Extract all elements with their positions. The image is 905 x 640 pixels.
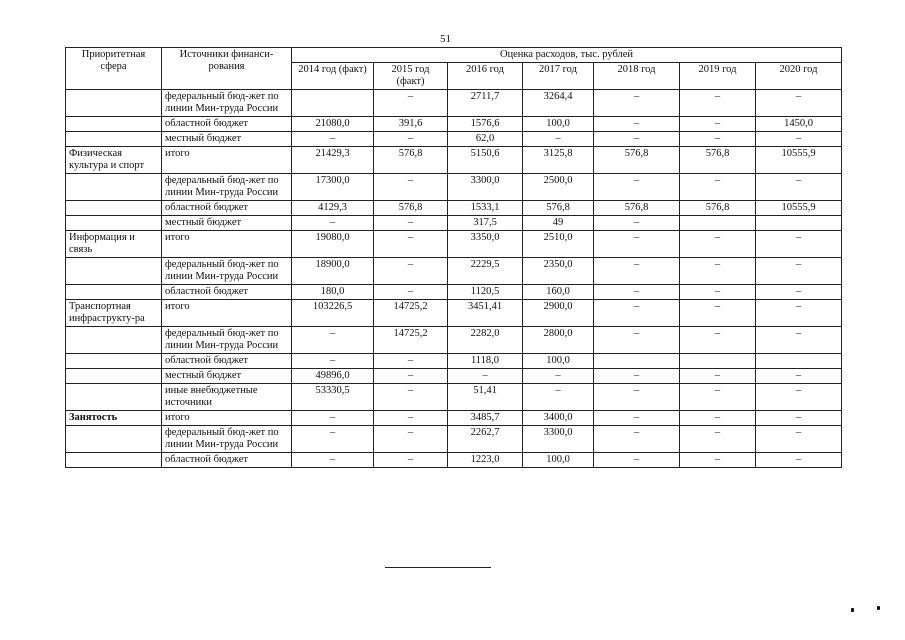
value-cell: – [680,300,756,327]
value-cell: 49 [523,216,594,231]
value-cell: – [756,258,842,285]
value-cell: – [756,327,842,354]
value-cell: 1120,5 [448,285,523,300]
sphere-cell: Занятость [66,411,162,426]
value-cell [756,216,842,231]
page-number: 51 [440,33,451,45]
value-cell: 2229,5 [448,258,523,285]
value-cell: 49896,0 [292,369,374,384]
sphere-cell [66,285,162,300]
value-cell [680,216,756,231]
value-cell: 100,0 [523,117,594,132]
header-year: 2020 год [756,63,842,90]
header-year: 2018 год [594,63,680,90]
value-cell: – [374,453,448,468]
value-cell: – [594,216,680,231]
value-cell: – [756,132,842,147]
table-row [66,411,842,426]
sphere-cell [66,327,162,354]
value-cell: 391,6 [374,117,448,132]
value-cell: – [680,285,756,300]
value-cell: – [756,90,842,117]
table-row [66,453,842,468]
scan-mark [877,606,880,610]
value-cell: – [374,174,448,201]
value-cell: – [680,258,756,285]
value-cell: – [523,384,594,411]
value-cell: – [594,174,680,201]
value-cell: – [523,369,594,384]
value-cell: – [680,384,756,411]
value-cell: – [756,174,842,201]
value-cell: 21080,0 [292,117,374,132]
value-cell: 3400,0 [523,411,594,426]
source-cell: иные внебюджетные источники [162,384,292,411]
value-cell: 2900,0 [523,300,594,327]
value-cell: – [594,384,680,411]
value-cell: – [594,285,680,300]
value-cell: – [594,327,680,354]
table-body [66,90,842,468]
sphere-cell [66,354,162,369]
value-cell: 3300,0 [523,426,594,453]
table-row [66,216,842,231]
source-cell: областной бюджет [162,201,292,216]
source-cell: итого [162,147,292,174]
value-cell: – [756,453,842,468]
value-cell: 576,8 [680,201,756,216]
value-cell: – [756,384,842,411]
table-row [66,354,842,369]
sphere-cell [66,426,162,453]
table-row [66,147,842,174]
value-cell: – [680,426,756,453]
footer-rule [385,567,491,568]
value-cell: – [594,300,680,327]
source-cell: местный бюджет [162,216,292,231]
value-cell: – [680,90,756,117]
value-cell: – [756,300,842,327]
value-cell: – [374,369,448,384]
value-cell: – [292,453,374,468]
table-row [66,201,842,216]
value-cell: 3451,41 [448,300,523,327]
value-cell: – [374,285,448,300]
expenses-table [65,47,842,468]
table-row [66,384,842,411]
sphere-cell: Физическая культура и спорт [66,147,162,174]
header-source: Источники финанси-рования [162,48,292,90]
table-row [66,426,842,453]
sphere-cell: Информация и связь [66,231,162,258]
value-cell: 1223,0 [448,453,523,468]
value-cell: 2282,0 [448,327,523,354]
value-cell: 53330,5 [292,384,374,411]
value-cell: – [292,132,374,147]
value-cell: – [292,354,374,369]
source-cell: местный бюджет [162,369,292,384]
header-year: 2015 год (факт) [374,63,448,90]
value-cell: 3485,7 [448,411,523,426]
value-cell: – [374,216,448,231]
table-row [66,132,842,147]
value-cell: 100,0 [523,354,594,369]
value-cell: – [594,426,680,453]
sphere-cell: Транспортная инфраструкту-ра [66,300,162,327]
source-cell: итого [162,411,292,426]
value-cell: 2510,0 [523,231,594,258]
value-cell: – [680,231,756,258]
value-cell: – [292,216,374,231]
table-row [66,369,842,384]
value-cell: 10555,9 [756,201,842,216]
table-row [66,174,842,201]
value-cell: – [680,453,756,468]
value-cell: 180,0 [292,285,374,300]
value-cell: 103226,5 [292,300,374,327]
value-cell: – [680,132,756,147]
table-row [66,327,842,354]
value-cell: 2262,7 [448,426,523,453]
value-cell: – [374,231,448,258]
value-cell: 2800,0 [523,327,594,354]
value-cell: – [756,369,842,384]
value-cell: 160,0 [523,285,594,300]
value-cell: 576,8 [680,147,756,174]
source-cell: федеральный бюд-жет по линии Мин-труда России [162,327,292,354]
source-cell: местный бюджет [162,132,292,147]
value-cell: 62,0 [448,132,523,147]
value-cell: 14725,2 [374,300,448,327]
value-cell [680,354,756,369]
header-year: 2017 год [523,63,594,90]
source-cell: итого [162,300,292,327]
value-cell: – [680,411,756,426]
source-cell: областной бюджет [162,354,292,369]
value-cell: 576,8 [594,147,680,174]
source-cell: федеральный бюд-жет по линии Мин-труда России [162,90,292,117]
value-cell: – [292,411,374,426]
value-cell: 3125,8 [523,147,594,174]
value-cell: – [680,117,756,132]
value-cell: – [756,231,842,258]
source-cell: итого [162,231,292,258]
value-cell: 4129,3 [292,201,374,216]
value-cell: – [374,258,448,285]
value-cell: 576,8 [374,147,448,174]
value-cell [594,354,680,369]
sphere-cell [66,201,162,216]
value-cell: 1118,0 [448,354,523,369]
value-cell: – [448,369,523,384]
value-cell: 3350,0 [448,231,523,258]
value-cell: 2500,0 [523,174,594,201]
sphere-cell [66,258,162,285]
table-row [66,117,842,132]
value-cell: – [594,453,680,468]
header-year: 2014 год (факт) [292,63,374,90]
source-cell: областной бюджет [162,285,292,300]
table-row [66,258,842,285]
sphere-cell [66,132,162,147]
value-cell: – [680,327,756,354]
value-cell: 14725,2 [374,327,448,354]
value-cell: – [594,369,680,384]
table-row [66,285,842,300]
table-row [66,90,842,117]
value-cell: – [523,132,594,147]
value-cell: 19080,0 [292,231,374,258]
value-cell: 17300,0 [292,174,374,201]
header-year: 2019 год [680,63,756,90]
sphere-cell [66,369,162,384]
value-cell: – [374,90,448,117]
source-cell: федеральный бюд-жет по линии Мин-труда России [162,426,292,453]
value-cell: – [680,174,756,201]
value-cell: 317,5 [448,216,523,231]
value-cell: 576,8 [594,201,680,216]
value-cell: – [594,132,680,147]
value-cell: – [292,327,374,354]
value-cell: – [374,411,448,426]
value-cell: 1450,0 [756,117,842,132]
value-cell: – [680,369,756,384]
header-sphere: Приоритетная сфера [66,48,162,90]
value-cell: – [594,90,680,117]
table-row [66,231,842,258]
value-cell: – [756,411,842,426]
value-cell: – [374,426,448,453]
value-cell: – [594,117,680,132]
sphere-cell [66,384,162,411]
source-cell: федеральный бюд-жет по линии Мин-труда России [162,258,292,285]
value-cell: 100,0 [523,453,594,468]
table-row [66,300,842,327]
value-cell: – [594,231,680,258]
value-cell: 1576,6 [448,117,523,132]
sphere-cell [66,117,162,132]
value-cell: 2350,0 [523,258,594,285]
value-cell [756,354,842,369]
value-cell: – [756,285,842,300]
value-cell: – [374,384,448,411]
value-cell: 3264,4 [523,90,594,117]
header-group: Оценка расходов, тыс. рублей [292,48,842,63]
value-cell: 10555,9 [756,147,842,174]
source-cell: областной бюджет [162,453,292,468]
value-cell [292,90,374,117]
sphere-cell [66,90,162,117]
value-cell: 576,8 [523,201,594,216]
sphere-cell [66,216,162,231]
source-cell: областной бюджет [162,117,292,132]
value-cell: 2711,7 [448,90,523,117]
header-year: 2016 год [448,63,523,90]
value-cell: 576,8 [374,201,448,216]
value-cell: 1533,1 [448,201,523,216]
value-cell: 21429,3 [292,147,374,174]
sphere-cell [66,174,162,201]
value-cell: 3300,0 [448,174,523,201]
value-cell: 18900,0 [292,258,374,285]
value-cell: – [594,411,680,426]
value-cell: – [374,132,448,147]
sphere-cell [66,453,162,468]
value-cell: – [594,258,680,285]
value-cell: – [756,426,842,453]
scan-mark [851,608,854,612]
value-cell: 5150,6 [448,147,523,174]
value-cell: – [292,426,374,453]
header-row-1 [66,48,842,63]
value-cell: 51,41 [448,384,523,411]
source-cell: федеральный бюд-жет по линии Мин-труда России [162,174,292,201]
value-cell: – [374,354,448,369]
